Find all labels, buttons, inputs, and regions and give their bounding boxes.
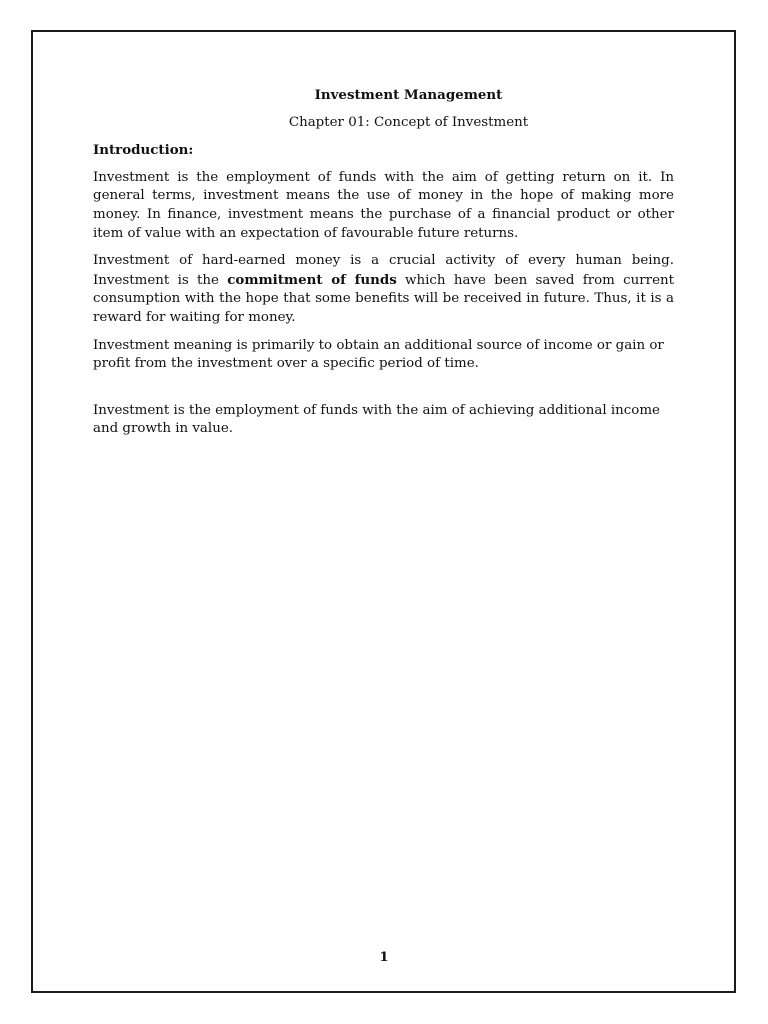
page-content [93,86,674,448]
paragraph-definition: Investment is the employment of funds with the aim of getting return on it. In general terms, investment means the use of money in the hope of making more money. In finance, investment means the purchase of a financial product or other item of value with an expectation of favourable future returns. [93,169,674,241]
paragraph-commitment-start: Investment of hard-earned money is a crucial activity of every human being. Investment is the [93,253,674,288]
paragraph-commitment-end: which have been saved from current consumption with the hope that some benefits will be received in future. Thus, it is a reward for waiting for money. [93,272,674,325]
commitment-of-funds-emphasis: commitment of funds [227,271,397,288]
paragraph-commitment [93,252,674,327]
document-title: Investment Management [314,87,503,103]
introduction-heading: Introduction: [93,142,194,159]
paragraph-meaning: Investment meaning is primarily to obtain an additional source of income or gain or profit from the investment over a specific period of time. [93,337,664,372]
page-number: 1 [379,949,389,965]
chapter-title: Chapter 01: Concept of Investment [288,114,529,130]
paragraph-summary: Investment is the employment of funds with the aim of achieving additional income and growth in value. [93,402,660,437]
